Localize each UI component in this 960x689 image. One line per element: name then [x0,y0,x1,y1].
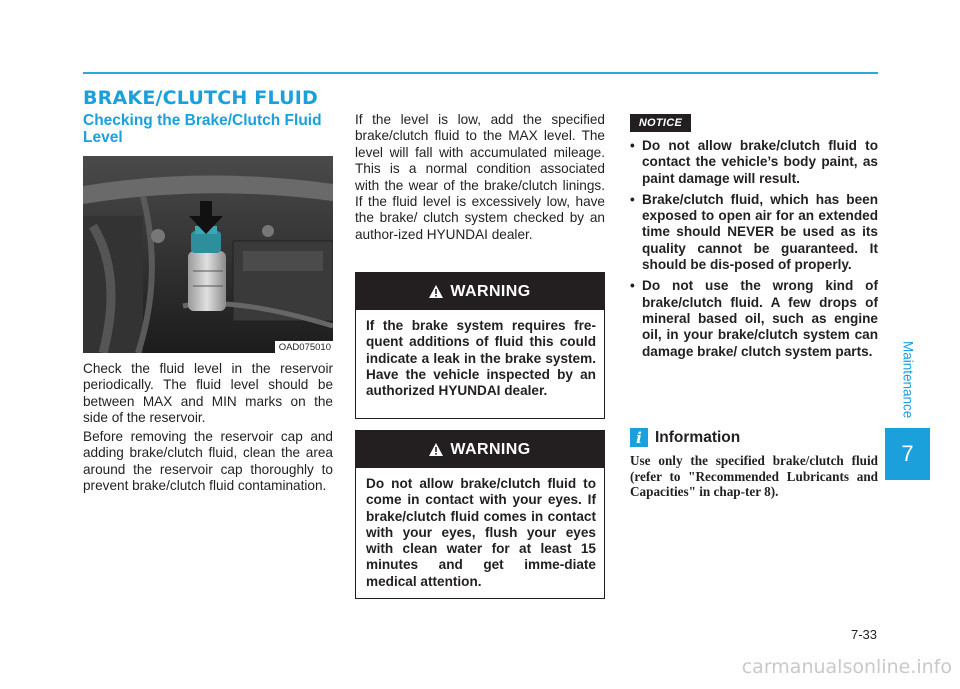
info-icon: i [630,428,648,447]
section-title: BRAKE/CLUTCH FLUID [83,87,318,109]
warning-triangle-icon [429,443,443,456]
paragraph-before-removing: Before removing the reservoir cap and adding brake/clutch fluid, clean the area around the reservoir cap thoroughly to prevent brake/clutch fluid contamination. [83,429,333,494]
chapter-tab: 7 [885,428,930,480]
engine-bay-illustration [83,156,333,353]
information-text: Use only the specified brake/clutch fluid (refer to "Recommended Lubricants and Capacities" in chap-ter 8). [630,453,878,500]
side-section-label: Maintenance [900,341,916,419]
top-rule [83,72,878,74]
notice-item: • Do not allow brake/clutch fluid to contact the vehicle’s body paint, as paint damage will result. [630,138,878,187]
warning-label: WARNING [450,282,531,300]
warning-header [356,431,604,468]
notice-item: • Do not use the wrong kind of brake/clutch fluid. A few drops of mineral based oil, such as engine oil, in your brake/clutch system can damage brake/ clutch system parts. [630,278,878,359]
warning-label: WARNING [450,440,531,458]
warning-header [356,273,604,310]
warning-text: Do not allow brake/clutch fluid to come in contact with your eyes. If brake/clutch fluid comes in contact with your eyes, flush your eyes with clean water for at least 15 minutes and get imme-diate medical attention. [366,476,596,589]
paragraph-low-level: If the level is low, add the specified brake/clutch fluid to the MAX level. The level will fall with accumulated mileage. This is a normal condition associated with the wear of the brake/clutch linings. If the fluid level is excessively low, have the brake/ clutch system checked by an author-ized HYUNDAI dealer. [355,112,605,242]
paragraph-check-level: Check the fluid level in the reservoir periodically. The fluid level should be between MAX and MIN marks on the side of the reservoir. [83,361,333,426]
engine-bay-photo [83,156,333,353]
warning-box-eyes [355,430,605,599]
notice-list [630,138,878,365]
notice-badge: NOTICE [630,114,691,132]
information-title: Information [655,429,741,446]
notice-item: • Brake/clutch fluid, which has been exposed to open air for an extended time should NEVER be used as its quality cannot be guaranteed. It should be dis-posed of properly. [630,192,878,273]
watermark: carmanualsonline.info [741,656,952,678]
subheading: Checking the Brake/Clutch Fluid Level [83,112,322,146]
photo-code: OAD075010 [275,341,333,353]
warning-text: If the brake system requires fre-quent additions of fluid this could indicate a leak in the brake system. Have the vehicle inspected by an authorized HYUNDAI dealer. [366,318,596,399]
warning-triangle-icon [429,285,443,298]
page-number: 7-33 [850,627,877,642]
warning-box-leak [355,272,605,419]
